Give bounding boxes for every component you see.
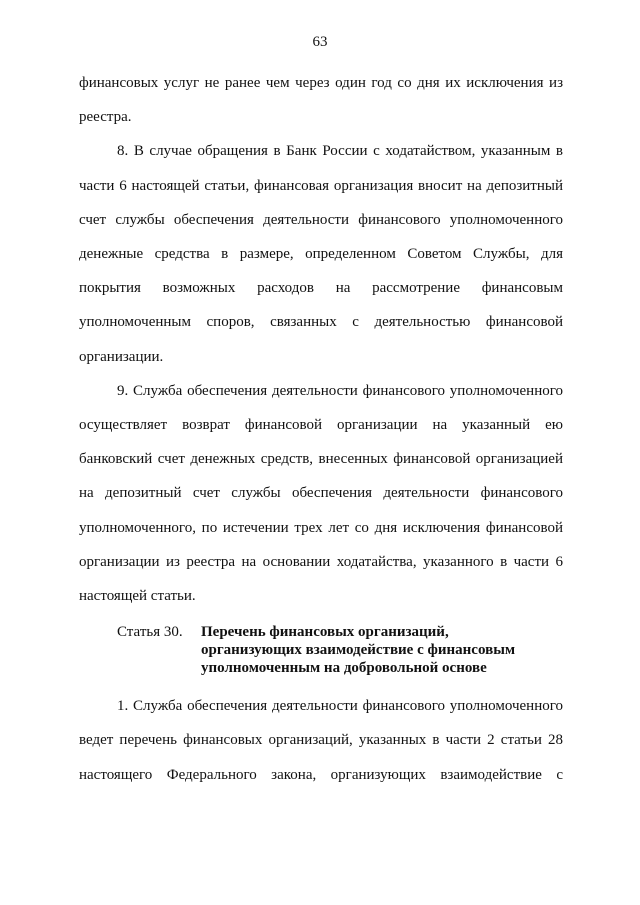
article-label: Статья 30. xyxy=(117,624,183,641)
paragraph-1: 1. Служба обеспечения деятельности финансового уполномоченного ведет перечень финансовых организаций, указанных в части 2 статьи 28 настоящего Федерального закона, организующих взаимодействие с xyxy=(79,698,563,783)
page-number: 63 xyxy=(312,34,328,50)
article-heading xyxy=(79,623,563,677)
paragraph-continuation: финансовых услуг не ранее чем через один год со дня их исключения из реестра. xyxy=(79,75,563,126)
document-body xyxy=(79,66,563,792)
article-title: Перечень финансовых организаций, организующих взаимодействие с финансовым уполномоченным на добровольной основе xyxy=(201,624,516,677)
paragraph-8: 8. В случае обращения в Банк России с ходатайством, указанным в части 6 настоящей статьи, финансовая организация вносит на депозитный счет службы обеспечения деятельности финансового уполномоченного денежные средства в размере, определенном Советом Службы, для покрытия возможных расходов на рассмотрение финансовым уполномоченным споров, связанных с деятельностью финансовой организации. xyxy=(79,143,563,365)
paragraph-9: 9. Служба обеспечения деятельности финансового уполномоченного осуществляет возврат финансовой организации на указанный ею банковский счет денежных средств, внесенных финансовой организацией на депозитный счет службы обеспечения деятельности финансового уполномоченного, по истечении трех лет со дня исключения финансовой организации из реестра на основании ходатайства, указанного в части 6 настоящей статьи. xyxy=(79,382,563,605)
